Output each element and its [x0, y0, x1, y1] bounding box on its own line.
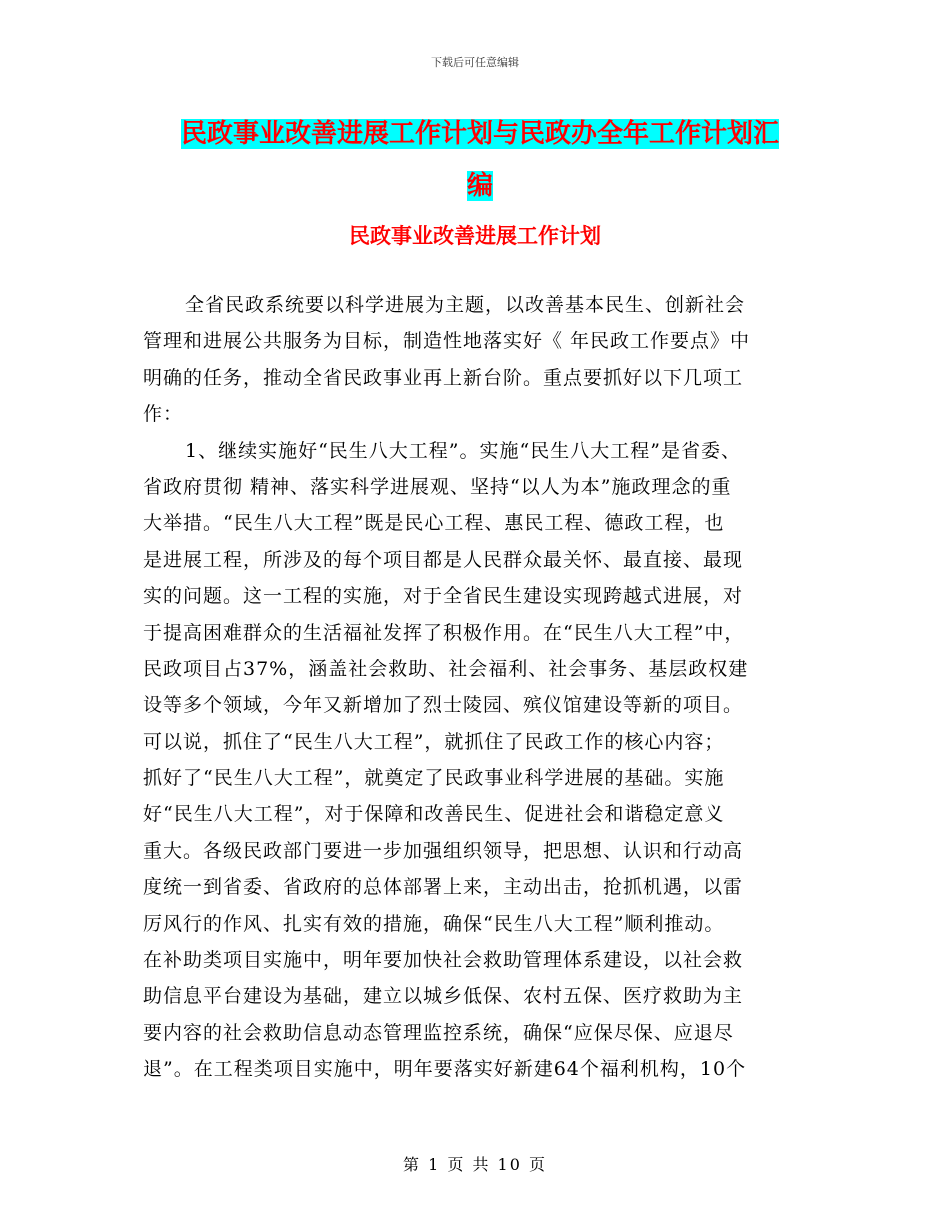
- text-line: 全省民政系统要以科学进展为主题，以改善基本民生、创新社会: [185, 294, 746, 316]
- text-line: 明确的任务，推动全省民政事业再上新台阶。重点要抓好以下几项工: [143, 366, 744, 389]
- text-line: 实的问题。这一工程的实施，对于全省民生建设实现跨越式进展，对: [143, 585, 744, 608]
- text-line: 民政项目占37%，涵盖社会救助、社会福利、社会事务、基层政权建: [143, 657, 749, 680]
- text-line: 厉风行的作风、扎实有效的措施，确保“民生八大工程”顺利推动。: [143, 912, 725, 935]
- page-footer: 第 1 页 共 10 页: [403, 1155, 547, 1174]
- text-line: 设等多个领域，今年又新增加了烈士陵园、殡仪馆建设等新的项目。: [143, 694, 744, 717]
- text-line: 助信息平台建设为基础，建立以城乡低保、农村五保、医疗救助为主: [143, 985, 744, 1008]
- text-line: 重大。各级民政部门要进一步加强组织领导，把思想、认识和行动高: [143, 839, 744, 862]
- text-line: 管理和进展公共服务为目标，制造性地落实好《 年民政工作要点》中: [143, 330, 751, 353]
- document-title-line-1: 民政事业改善进展工作计划与民政办全年工作计划汇: [180, 119, 779, 149]
- text-line: 省政府贯彻 精神、落实科学进展观、坚持“以人为本”施政理念的重: [143, 475, 732, 498]
- document-title-line-2: 编: [466, 171, 493, 201]
- text-line: 好“民生八大工程”，对于保障和改善民生、促进社会和谐稳定意义: [143, 803, 725, 826]
- text-line: 抓好了“民生八大工程”，就奠定了民政事业科学进展的基础。实施: [143, 767, 725, 790]
- section-title: 民政事业改善进展工作计划: [349, 224, 601, 248]
- text-line: 要内容的社会救助信息动态管理监控系统，确保“应保尽保、应退尽: [143, 1021, 734, 1044]
- body-text: [143, 287, 831, 1088]
- text-line: 度统一到省委、省政府的总体部署上来，主动出击，抢抓机遇，以雷: [143, 876, 744, 899]
- text-line: 大举措。“民生八大工程”既是民心工程、惠民工程、德政工程，也: [143, 512, 725, 535]
- header-note: 下载后可任意编辑: [431, 56, 519, 69]
- text-line: 1、继续实施好“民生八大工程”。实施“民生八大工程”是省委、: [185, 439, 741, 462]
- text-line: 可以说，抓住了“民生八大工程”，就抓住了民政工作的核心内容；: [143, 730, 725, 753]
- text-line: 在补助类项目实施中，明年要加快社会救助管理体系建设，以社会救: [143, 949, 744, 972]
- document-title: [150, 108, 810, 212]
- text-line: 于提高困难群众的生活福祉发挥了积极作用。在“民生八大工程”中，: [143, 621, 745, 644]
- text-line: 作：: [143, 403, 184, 426]
- text-line: 退”。在工程类项目实施中，明年要落实好新建64个福利机构，10个: [143, 1058, 747, 1081]
- text-line: 是进展工程，所涉及的每个项目都是人民群众最关怀、最直接、最现: [143, 548, 744, 571]
